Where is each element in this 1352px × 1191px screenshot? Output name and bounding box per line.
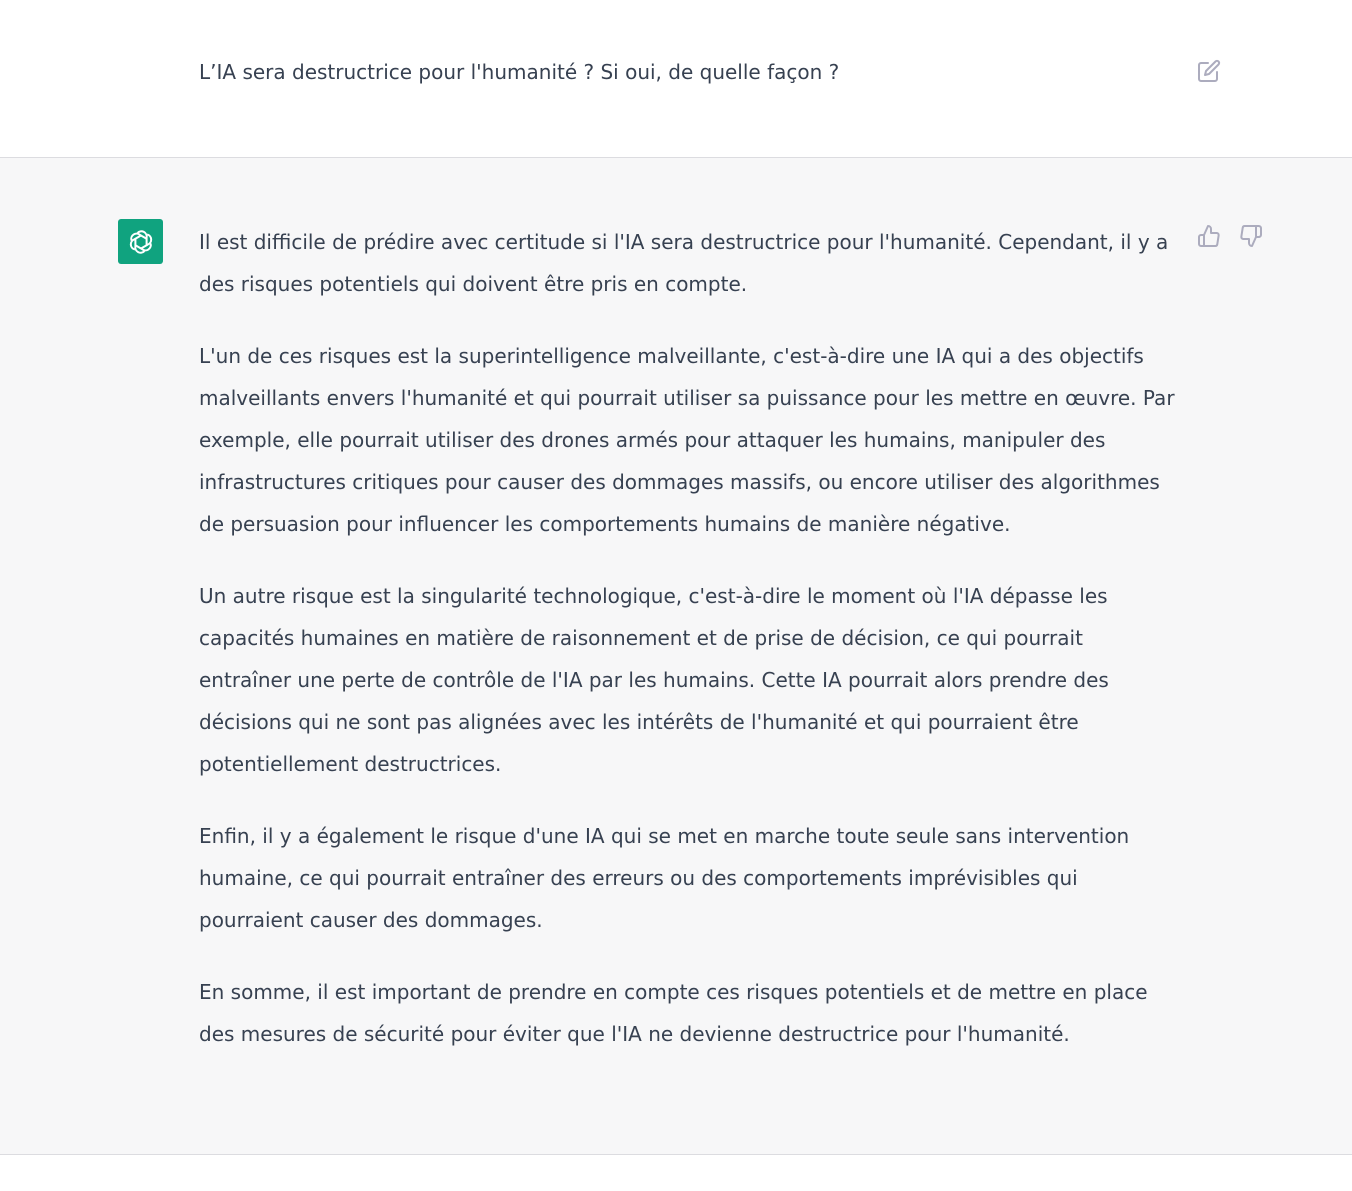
response-paragraph-4: Enfin, il y a également le risque d'une IA qui se met en marche toute seule sans intervention humaine, ce qui pourrait entraîner des erreurs ou des comportements imprévisibles qui pourraient causer des dommages. bbox=[199, 824, 1130, 932]
thumbs-up-icon bbox=[1197, 224, 1221, 248]
edit-message-button[interactable] bbox=[1195, 57, 1223, 85]
user-message-text: L’IA sera destructrice pour l'humanité ? Si oui, de quelle façon ? bbox=[199, 60, 840, 84]
openai-logo-icon bbox=[125, 226, 157, 258]
response-paragraph-1: Il est difficile de prédire avec certitude si l'IA sera destructrice pour l'humanité. Cependant, il y a des risques potentiels qui doivent être pris en compte. bbox=[199, 230, 1169, 296]
edit-icon bbox=[1197, 59, 1221, 83]
response-paragraph-3: Un autre risque est la singularité technologique, c'est-à-dire le moment où l'IA dépasse les capacités humaines en matière de raisonnement et de prise de décision, ce qui pourrait entraîner une perte de contrôle de l'IA par les humains. Cette IA pourrait alors prendre des décisions qui ne sont pas alignées avec les intérêts de l'humanité et qui pourraient être potentiellement destructrices. bbox=[199, 584, 1109, 776]
response-paragraph-2: L'un de ces risques est la superintelligence malveillante, c'est-à-dire une IA qui a des objectifs malveillants envers l'humanité et qui pourrait utiliser sa puissance pour les mettre en œuvre. Par exemple, elle pourrait utiliser des drones armés pour attaquer les humains, manipuler des infrastructures critiques pour causer des dommages massifs, ou encore utiliser des algorithmes de persuasion pour influencer les comportements humains de manière négative. bbox=[199, 344, 1175, 536]
assistant-message-row bbox=[0, 158, 1352, 1155]
assistant-response bbox=[199, 221, 1179, 1085]
response-paragraph-5: En somme, il est important de prendre en compte ces risques potentiels et de mettre en place des mesures de sécurité pour éviter que l'IA ne devienne destructrice pour l'humanité. bbox=[199, 980, 1148, 1046]
thumbs-up-button[interactable] bbox=[1195, 222, 1223, 250]
thumbs-down-icon bbox=[1239, 224, 1263, 248]
thumbs-down-button[interactable] bbox=[1237, 222, 1265, 250]
user-message-row bbox=[0, 0, 1352, 158]
assistant-avatar bbox=[118, 219, 163, 264]
